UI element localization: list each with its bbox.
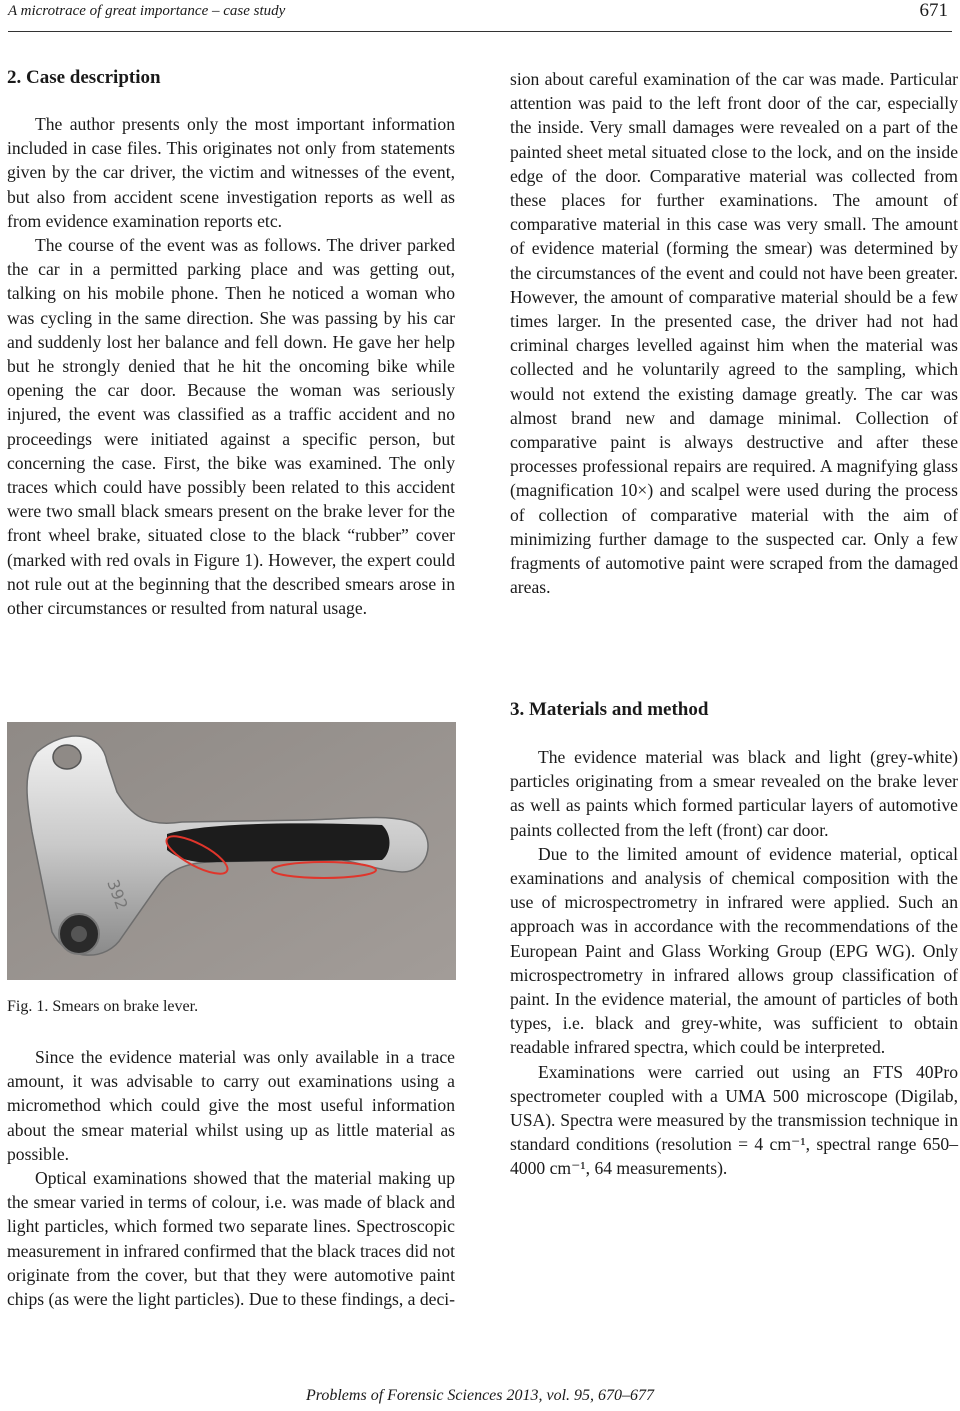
section-3-paragraph-1: The evidence material was black and light (grey-white) particles originating from a smear revealed on the brake lever as well as paints which formed particular layers of automotive paints collected from the left (front) car door. bbox=[510, 747, 958, 840]
right-column-top bbox=[510, 67, 958, 599]
right-column-bottom bbox=[510, 745, 958, 1181]
rubber-cover bbox=[167, 823, 390, 862]
lever-marking: 392 bbox=[103, 876, 132, 913]
section-2-paragraph-2: The course of the event was as follows. The driver parked the car in a permitted parking place and was getting out, talking on his mobile phone. Then he noticed a woman who was cycling in the same direction. She was passing by his car and suddenly lost her balance and fell down. He gave her help but he strongly denied that he hit the oncoming bike while opening the car door. Because the woman was seriously injured, the event was classified as a traffic accident and no proceedings were initiated against a specific person, but concerning the case. First, the bike was examined. The only traces which could have possibly been related to this accident were two small black smears present on the brake lever for the front wheel brake, situated close to the black “rubber” cover (marked with red ovals in Figure 1). However, the expert could not rule out at the beginning that the described smears arose in other circumstances or resulted from natural usage. bbox=[7, 235, 455, 619]
left-column-top bbox=[7, 66, 455, 620]
section-2-heading: 2. Case description bbox=[7, 67, 161, 88]
section-2-paragraph-1: The author presents only the most important information included in case files. This originates not only from statements given by the car driver, the victim and witnesses of the event, but also from accident scene investigation reports as well as from evidence examination reports etc. bbox=[7, 114, 455, 231]
section-3-paragraph-3: Examinations were carried out using an FTS 40Pro spectrometer coupled with a UMA 500 microscope (Digilab, USA). Spectra were measured by the transmission technique in standard conditions (resolution = 4 cm⁻¹, spectral range 650–4000 cm⁻¹, 64 measurements). bbox=[510, 1061, 958, 1179]
after-figure-paragraph-2: Optical examinations showed that the material making up the smear varied in terms of colour, i.e. was made of black and light particles, which formed two separate lines. Spectroscopic measurement in infrared confirmed that the black traces did not originate from the cover, but that they were automotive paint chips (as were the light particles). Due to these findings, a deci- bbox=[7, 1168, 456, 1310]
journal-footer: Problems of Forensic Sciences 2013, vol. 95, 670–677 bbox=[305, 1387, 655, 1404]
left-column-bottom bbox=[7, 1045, 455, 1311]
brake-lever-photo bbox=[7, 722, 456, 980]
page-number: 671 bbox=[919, 0, 948, 21]
running-title: A microtrace of great importance – case study bbox=[8, 3, 286, 19]
lever-top-hole bbox=[53, 745, 81, 769]
after-figure-paragraph-1: Since the evidence material was only available in a trace amount, it was advisable to carry out examinations using a micromethod which could give the most useful information about the smear material whilst using up as little material as possible. bbox=[7, 1047, 455, 1164]
figure-caption: Fig. 1. Smears on brake lever. bbox=[7, 998, 199, 1015]
pivot-center bbox=[71, 926, 87, 942]
running-header bbox=[8, 0, 952, 32]
section-3-paragraph-2: Due to the limited amount of evidence material, optical examinations and analysis of chemical composition with the use of microspectrometry in infrared were applied. Such an approach was in accordance with the recommendations of the European Paint and Glass Working Group (EPG WG). Only microspectrometry in infrared allows group classification of paint. In the evidence material, the amount of particles of both types, i.e. black and grey-white, was sufficient to obtain readable infrared spectra, which could be interpreted. bbox=[510, 843, 958, 1058]
continued-paragraph: sion about careful examination of the car was made. Particular attention was paid to the left front door of the car, especially the inside. Very small damages were revealed on a part of the painted sheet metal situated close to the lock, and on the inside edge of the door. Comparative material was collected from these places for further examinations. The amount of comparative material in this case was very small. The amount of evidence material (forming the smear) was determined by the circumstances of the event and could not have been greater. However, the amount of comparative material should be a few times larger. In the presented case, the driver had not had criminal charges levelled against him when the material was collected and he voluntarily agreed to the sampling, which would not extend the existing damage greatly. The car was almost brand new and damage minimal. Collection of comparative paint is always destructive and after these processes professional repairs are required. A magnifying glass (magnification 10×) and scalpel were used during the process of collection of comparative material with the aim of minimizing further damage to the suspected car. Only a few fragments of automotive paint were scraped from the damaged areas. bbox=[510, 69, 958, 598]
section-3-heading: 3. Materials and method bbox=[510, 699, 709, 720]
brake-lever-figure bbox=[7, 722, 456, 980]
section-3-heading-block bbox=[510, 698, 958, 744]
